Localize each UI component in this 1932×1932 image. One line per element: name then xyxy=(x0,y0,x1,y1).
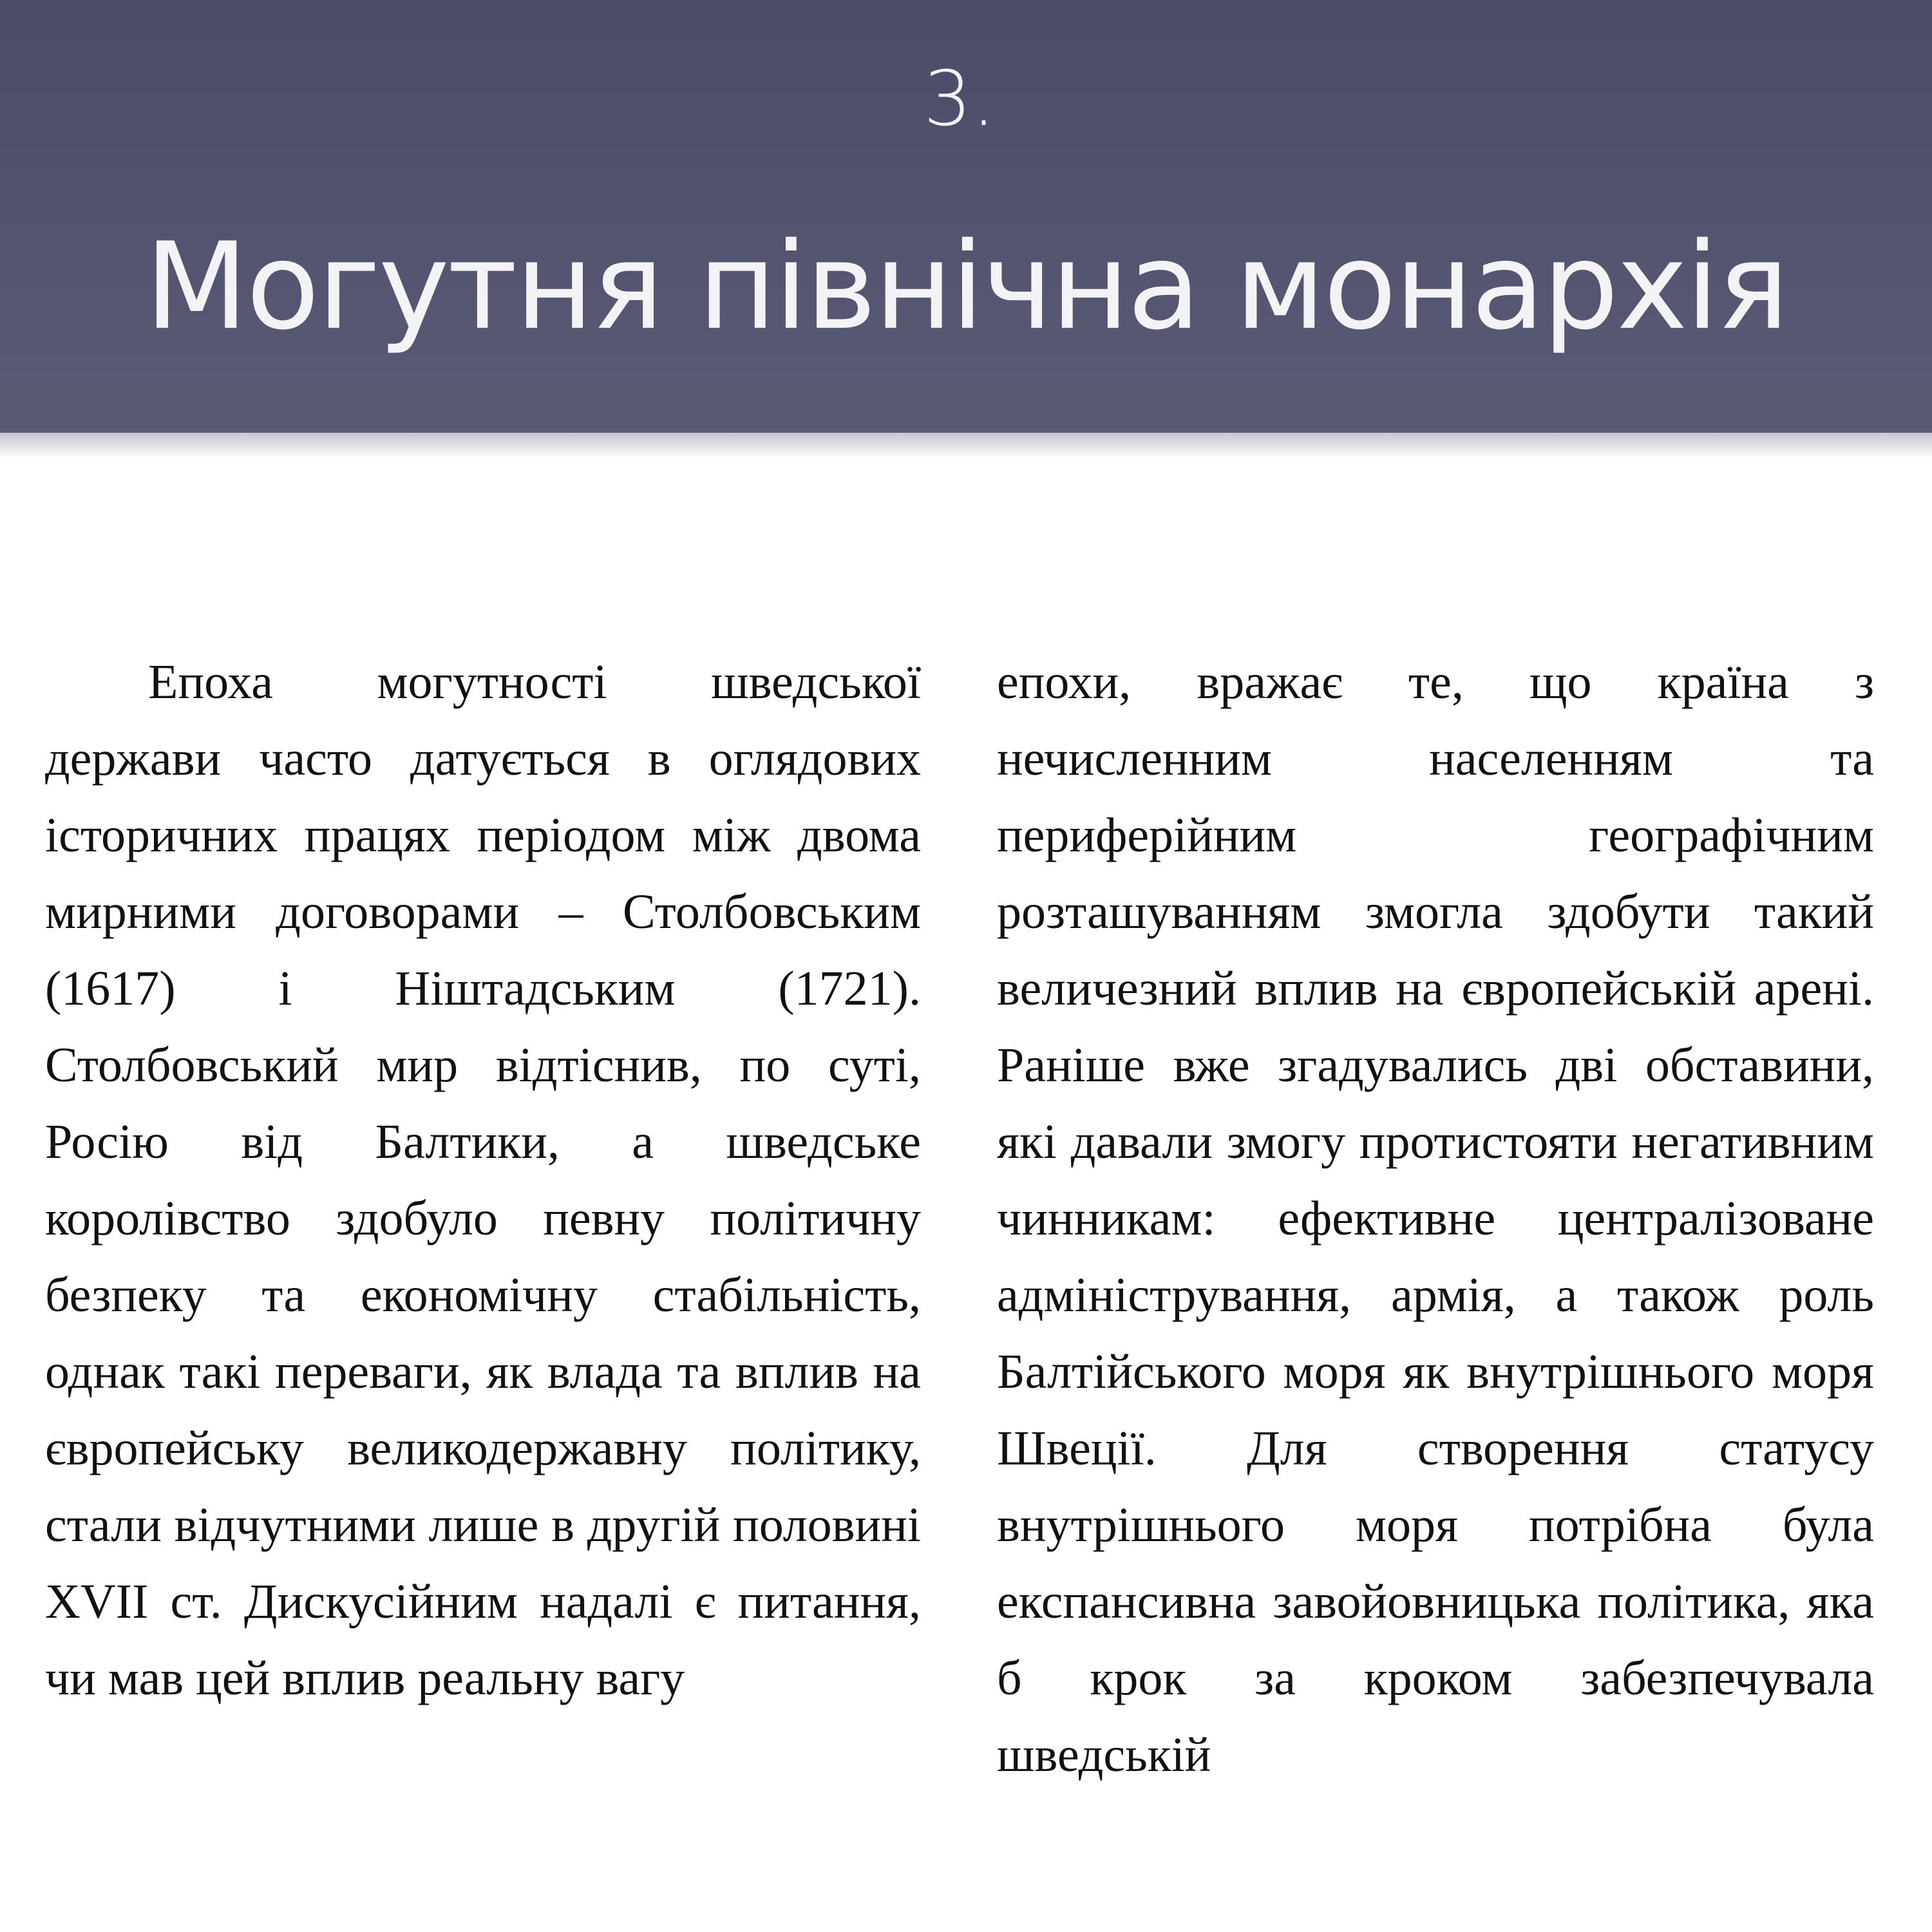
chapter-title: Могутня північна монархія xyxy=(144,216,1788,356)
left-column-paragraph: Епоха могутності шведської держави часто датується в оглядових історичних працях періодом між двома мирними договорами – Столбовським (1617) і Ніштадським (1721). Столбовський мир відтіснив, по суті, Росію від Балтики, а шведське королівство здобуло певну політичну безпеку та економічну стабільність, однак такі переваги, як влада та вплив на європейську великодержавну політику, стали відчутними лише в другій половині XVII ст. Дискусійним надалі є питання, чи мав цей вплив реальну вагу xyxy=(45,655,921,1705)
header-fade xyxy=(0,433,1932,459)
chapter-number: 3. xyxy=(923,54,996,143)
left-column xyxy=(45,644,921,1932)
right-column xyxy=(997,644,1874,1932)
body-text xyxy=(0,644,1932,1932)
right-column-paragraph: епохи, вражає те, що країна з нечисленним населенням та периферійним географічним розташуванням змогла здобути такий величезний вплив на європейській арені. Раніше вже згадувались дві обставини, які давали змогу протистояти негативним чинникам: ефективне централізоване адміністрування, армія, а також роль Балтійського моря як внутрішнього моря Швеції. Для створення статусу внутрішнього моря потрібна була експансивна завойовницька політика, яка б крок за кроком забезпечувала шведській xyxy=(997,655,1874,1782)
